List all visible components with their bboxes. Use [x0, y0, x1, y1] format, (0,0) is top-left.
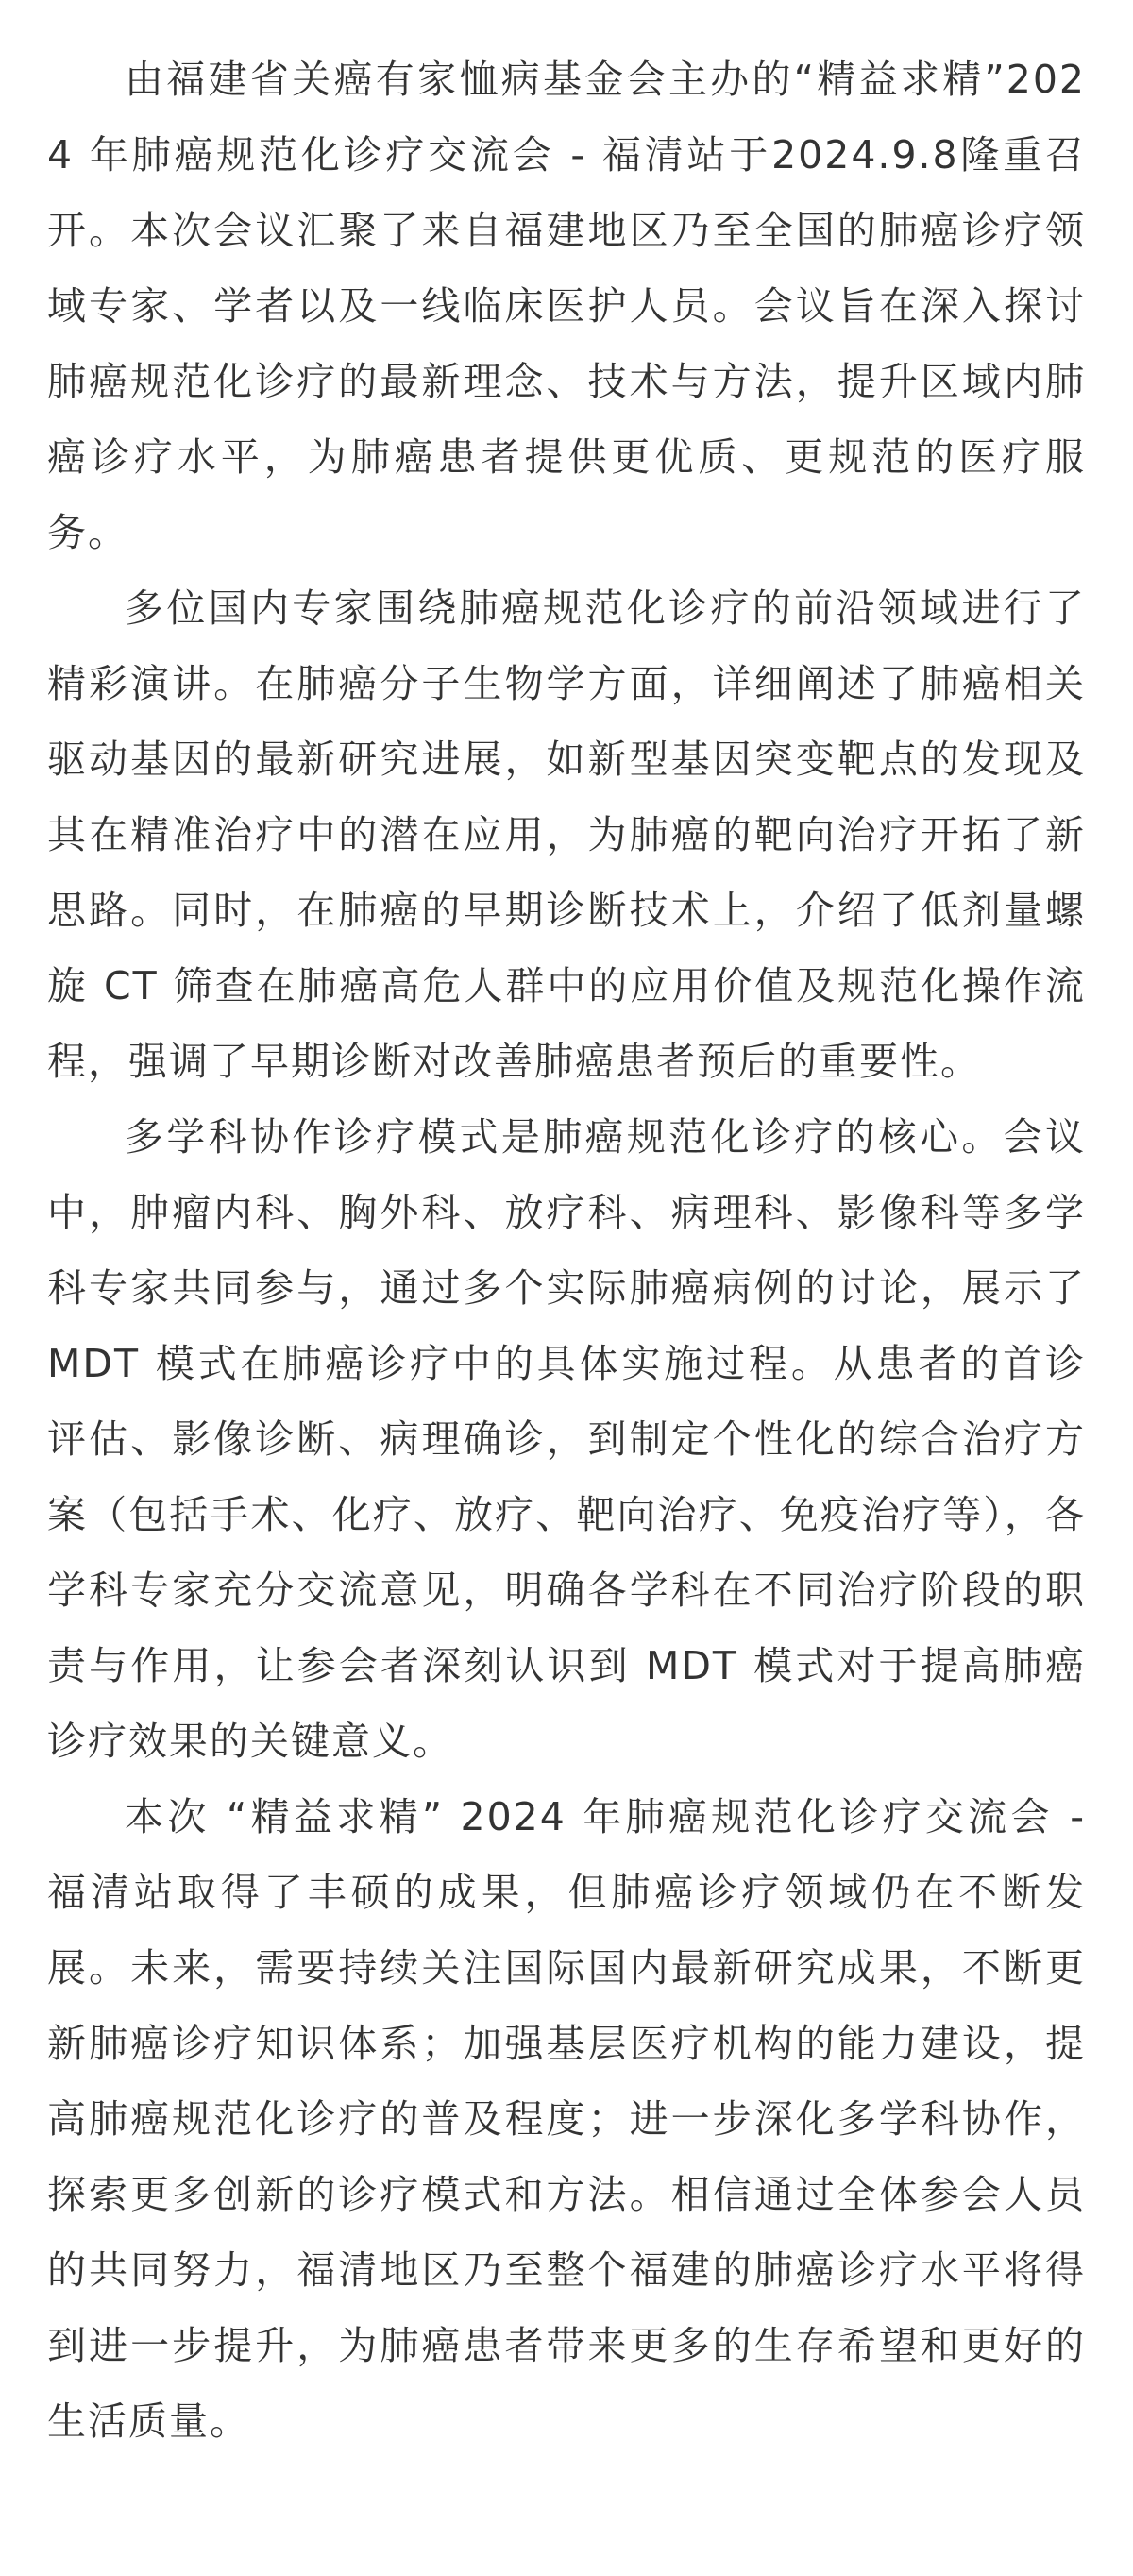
paragraph-expert-talks: 多位国内专家围绕肺癌规范化诊疗的前沿领域进行了精彩演讲。在肺癌分子生物学方面，详细阐述了肺癌相关驱动基因的最新研究进展，如新型基因突变靶点的发现及其在精准治疗中的潜在应用，为肺癌的靶向治疗开拓了新思路。同时，在肺癌的早期诊断技术上，介绍了低剂量螺旋 CT 筛查在肺癌高危人群中的应用价值及规范化操作流程，强调了早期诊断对改善肺癌患者预后的重要性。 [47, 585, 1086, 1084]
paragraph-conclusion: 本次 “精益求精” 2024 年肺癌规范化诊疗交流会 - 福清站取得了丰硕的成果，但肺癌诊疗领域仍在不断发展。未来，需要持续关注国际国内最新研究成果，不断更新肺癌诊疗知识体系；加强基层医疗机构的能力建设，提高肺癌规范化诊疗的普及程度；进一步深化多学科协作，探索更多创新的诊疗模式和方法。相信通过全体参会人员的共同努力，福清地区乃至整个福建的肺癌诊疗水平将得到进一步提升，为肺癌患者带来更多的生存希望和更好的生活质量。 [47, 1794, 1086, 2444]
paragraph-intro: 由福建省关癌有家恤病基金会主办的“精益求精”2024 年肺癌规范化诊疗交流会 - 福清站于2024.9.8隆重召开。本次会议汇聚了来自福建地区乃至全国的肺癌诊疗领域专家、学者以及一线临床医护人员。会议旨在深入探讨肺癌规范化诊疗的最新理念、技术与方法，提升区域内肺癌诊疗水平，为肺癌患者提供更优质、更规范的医疗服务。 [47, 57, 1086, 555]
paragraph-mdt: 多学科协作诊疗模式是肺癌规范化诊疗的核心。会议中，肿瘤内科、胸外科、放疗科、病理科、影像科等多学科专家共同参与，通过多个实际肺癌病例的讨论，展示了 MDT 模式在肺癌诊疗中的具体实施过程。从患者的首诊评估、影像诊断、病理确诊，到制定个性化的综合治疗方案（包括手术、化疗、放疗、靶向治疗、免疫治疗等），各学科专家充分交流意见，明确各学科在不同治疗阶段的职责与作用，让参会者深刻认识到 MDT 模式对于提高肺癌诊疗效果的关键意义。 [47, 1114, 1086, 1764]
